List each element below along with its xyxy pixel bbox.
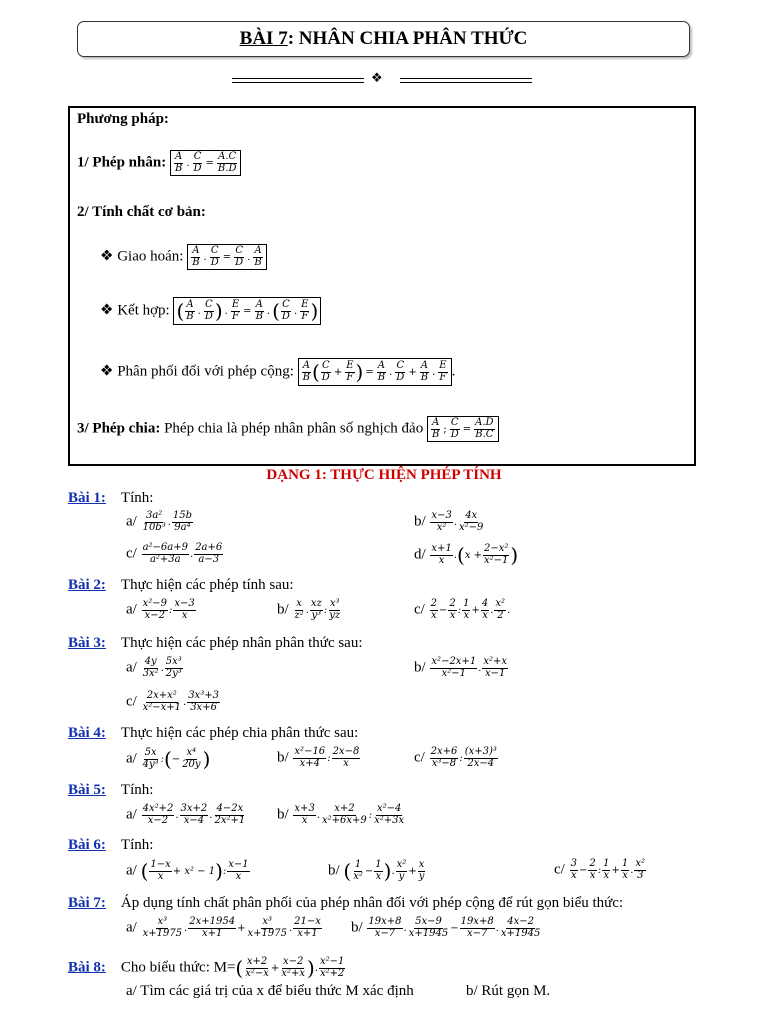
commute-rule: ❖ Giao hoán: A B . $\frac{C}{D}$ = $\frac{C}{D}$ . A B: [100, 244, 267, 270]
method-heading: Phương pháp:: [77, 111, 169, 127]
mult-formula: A B . $\frac{C}{D}$ = $\frac{A.C}{B.D}$: [170, 150, 242, 176]
distrib-rule: ❖ Phân phối đối với phép cộng: A B ( C D + $\frac{E}{F}$ ) = $\frac{A}{B}$ . C D + $\frac{A}{B}$ . E F .: [100, 360, 456, 384]
exercise-6-heading: Bài 6: Tính:: [68, 837, 154, 853]
exercise-4c: c/ 2x+6 x³−8 : (x+3)³ 2x−4: [414, 746, 497, 769]
exercise-5a: a/ 4x²+2 x−2 . 3x+2 x−4 . 4−2x 2x²+1: [126, 803, 246, 826]
exercise-5b: b/ x+3 x . x+2 x²+6x+9 : x²−4 x²+3x: [277, 803, 405, 826]
section-heading: DẠNG 1: THỰC HIỆN PHÉP TÍNH: [266, 467, 502, 483]
exercise-1-heading: Bài 1: Tính:: [68, 490, 154, 506]
divider: [232, 70, 532, 87]
page-title: BÀI 7 : NHÂN CHIA PHÂN THỨC: [77, 21, 690, 57]
bullet-icon: ❖: [100, 363, 114, 380]
mult-rule: 1/ Phép nhân: A B . $\frac{C}{D}$ = $\frac{A.C}{B.D}$: [77, 150, 241, 176]
method-box: [68, 106, 696, 466]
props-heading: 2/ Tính chất cơ bản:: [77, 204, 206, 220]
divider-icon: ❖: [371, 70, 383, 85]
bullet-icon: ❖: [100, 302, 114, 319]
exercise-4-heading: Bài 4: Thực hiện các phép chia phân thức sau:: [68, 725, 359, 741]
exercise-3a: a/ 4y 3x² . 5x³ 2y³: [126, 656, 182, 679]
exercise-8a: a/ Tìm các giá trị của x để biểu thức M xác định: [126, 983, 414, 999]
exercise-1d: d/ x+1 x . ( x + 2−x² x²−1 ): [414, 543, 519, 567]
exercise-6a: a/ ( 1−x x + x² − 1 ) : x−1 x: [126, 859, 249, 883]
exercise-1c: c/ a²−6a+9 a²+3a . 2a+6 a−3: [126, 542, 223, 565]
exercise-2c: c/ 2 x − 2 x : 1 x + 4 x . x² 2 .: [414, 598, 511, 621]
exercise-5-heading: Bài 5: Tính:: [68, 782, 154, 798]
exercise-2a: a/ x²−9 x−2 : x−3 x: [126, 598, 195, 621]
exercise-7-heading: Bài 7: Áp dụng tính chất phân phối của phép nhân đối với phép cộng để rút gọn biểu thức:: [68, 895, 624, 911]
exercise-4a: a/ 5x 4y³ : ( − x⁴ 20y ): [126, 747, 211, 771]
exercise-3c: c/ 2x+x² x²−x+1 . 3x³+3 3x+6: [126, 690, 219, 713]
exercise-1b: b/ x−3 x² . 4x x²−9: [414, 510, 484, 533]
exercise-3b: b/ x²−2x+1 x²−1 . x²+x x−1: [414, 656, 508, 679]
exercise-7a: a/ x³ x+1975 . 2x+1954 x+1 + x³ x+1975 . 21−x x+1: [126, 916, 321, 939]
exercise-3-heading: Bài 3: Thực hiện các phép nhân phân thức sau:: [68, 635, 363, 651]
exercise-8-heading: Bài 8: Cho biểu thức: M= ( x+2 x²−x + x−2 x²+x ) . x²−1 x²+2: [68, 956, 345, 980]
exercise-4b: b/ x²−16 x+4 : 2x−8 x: [277, 746, 360, 769]
exercise-6b: b/ ( 1 x² − 1 x ) . x² y + x y: [328, 859, 425, 883]
exercise-6c: c/ 3 x − 2 x : 1 x + 1 x . x² 3: [554, 858, 646, 881]
exercise-2-heading: Bài 2: Thực hiện các phép tính sau:: [68, 577, 294, 593]
exercise-2b: b/ x z² . xz y³ : x³ yz: [277, 598, 341, 621]
bullet-icon: ❖: [100, 248, 114, 265]
div-rule: 3/ Phép chia: Phép chia là phép nhân phân số nghịch đảo A B ; $\frac{C}{D}$ = $\frac{A.D}{B.C}$: [77, 416, 499, 442]
exercise-8b: b/ Rút gọn M.: [466, 983, 551, 999]
exercise-7b: b/ 19x+8 x−7 . 5x−9 x+1945 − 19x+8 x−7 . 4x−2 x+1945: [351, 916, 541, 939]
exercise-1a: a/ 3a² 10b³ . 15b 9a⁴: [126, 510, 193, 533]
assoc-rule: ❖ Kết hợp: ( A B . C D ) . $\frac{E}{F}$ = $\frac{A}{B}$ . ( C D . E F ): [100, 297, 321, 325]
